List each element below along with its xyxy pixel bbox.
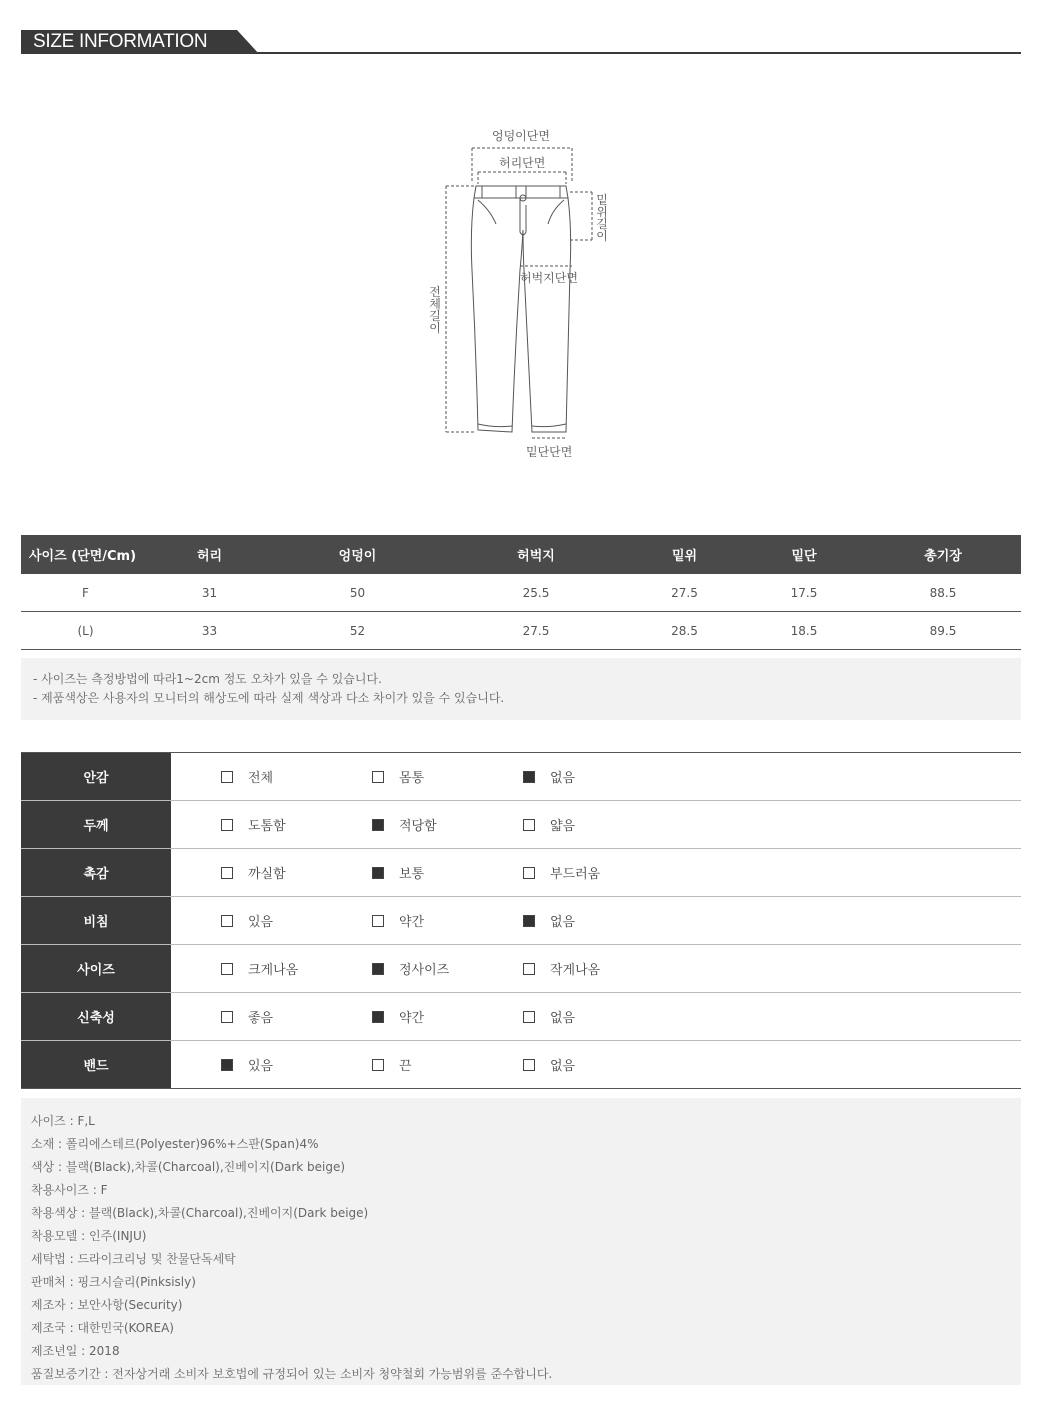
feel-row bbox=[21, 993, 1021, 1041]
spec-line: 제조자 : 보안사항(Security) bbox=[31, 1298, 183, 1312]
table-cell: (L) bbox=[21, 612, 150, 650]
table-cell: 28.5 bbox=[626, 612, 743, 650]
header-divider bbox=[21, 52, 1021, 54]
unchecked-box-icon bbox=[523, 867, 535, 879]
col-header: 밑위 bbox=[626, 535, 743, 574]
checked-box-icon bbox=[372, 819, 384, 831]
product-spec bbox=[21, 1098, 1021, 1385]
unchecked-box-icon bbox=[221, 771, 233, 783]
feel-row bbox=[21, 897, 1021, 945]
feel-row-label: 밴드 bbox=[21, 1041, 171, 1088]
table-cell: 27.5 bbox=[626, 574, 743, 612]
feel-option bbox=[372, 1041, 412, 1088]
table-cell: 33 bbox=[150, 612, 269, 650]
waist-label: 허리단면 bbox=[499, 156, 546, 170]
feel-option-label: 작게나옴 bbox=[550, 963, 601, 978]
feel-option-label: 적당함 bbox=[399, 819, 437, 834]
total-length-label: 전체길이 bbox=[429, 285, 441, 335]
feel-row-label: 비침 bbox=[21, 897, 171, 944]
checked-box-icon bbox=[372, 1011, 384, 1023]
feel-option bbox=[523, 1041, 575, 1088]
feel-option bbox=[221, 897, 273, 944]
col-header: 허리 bbox=[150, 535, 269, 574]
feel-option-label: 좋음 bbox=[248, 1011, 274, 1026]
unchecked-box-icon bbox=[523, 819, 535, 831]
unchecked-box-icon bbox=[221, 867, 233, 879]
hem-label: 밑단단면 bbox=[526, 445, 573, 459]
unchecked-box-icon bbox=[372, 771, 384, 783]
checked-box-icon bbox=[221, 1059, 233, 1071]
feel-option-label: 없음 bbox=[550, 915, 576, 930]
table-cell: 31 bbox=[150, 574, 269, 612]
unchecked-box-icon bbox=[221, 1011, 233, 1023]
spec-line: 품질보증기간 : 전자상거래 소비자 보호법에 규정되어 있는 소비자 청약철회 가능범위를 준수합니다. bbox=[31, 1367, 553, 1381]
feel-option-label: 없음 bbox=[550, 1011, 576, 1026]
pants-illustration bbox=[420, 120, 620, 470]
measurement-notes bbox=[21, 658, 1021, 720]
feel-row-label: 두께 bbox=[21, 801, 171, 848]
col-header: 엉덩이 bbox=[269, 535, 446, 574]
table-cell: 18.5 bbox=[743, 612, 865, 650]
pants-diagram bbox=[420, 120, 620, 470]
feel-row bbox=[21, 1041, 1021, 1089]
col-header: 총기장 bbox=[865, 535, 1021, 574]
col-header: 허벅지 bbox=[446, 535, 626, 574]
table-cell: 52 bbox=[269, 612, 446, 650]
feel-option bbox=[372, 753, 424, 800]
spec-line: 소재 : 폴리에스테르(Polyester)96%+스판(Span)4% bbox=[31, 1137, 319, 1151]
feel-option bbox=[221, 849, 286, 896]
feel-row-label: 안감 bbox=[21, 753, 171, 800]
feel-row bbox=[21, 849, 1021, 897]
spec-line: 착용사이즈 : F bbox=[31, 1183, 108, 1197]
col-header: 밑단 bbox=[743, 535, 865, 574]
feel-option bbox=[523, 801, 575, 848]
table-cell: 50 bbox=[269, 574, 446, 612]
spec-line: 판매처 : 핑크시슬리(Pinksisly) bbox=[31, 1275, 196, 1289]
feel-option-label: 없음 bbox=[550, 1059, 576, 1074]
feel-option-label: 부드러움 bbox=[550, 867, 601, 882]
checked-box-icon bbox=[372, 867, 384, 879]
rise-label: 밑위길이 bbox=[596, 193, 608, 243]
size-table bbox=[21, 535, 1021, 650]
checked-box-icon bbox=[372, 963, 384, 975]
note-line: - 사이즈는 측정방법에 따라1~2cm 정도 오차가 있을 수 있습니다. bbox=[33, 672, 382, 686]
feel-option-label: 있음 bbox=[248, 915, 274, 930]
feel-row-label: 사이즈 bbox=[21, 945, 171, 992]
feel-option-label: 보통 bbox=[399, 867, 425, 882]
feel-option-label: 없음 bbox=[550, 771, 576, 786]
table-cell: 88.5 bbox=[865, 574, 1021, 612]
section-title: SIZE INFORMATION bbox=[21, 30, 237, 54]
table-row bbox=[21, 574, 1021, 612]
feel-option-label: 도톰함 bbox=[248, 819, 286, 834]
table-cell: 27.5 bbox=[446, 612, 626, 650]
unchecked-box-icon bbox=[523, 963, 535, 975]
spec-line: 색상 : 블랙(Black),차콜(Charcoal),진베이지(Dark beige) bbox=[31, 1160, 346, 1174]
spec-line: 착용색상 : 블랙(Black),차콜(Charcoal),진베이지(Dark beige) bbox=[31, 1206, 369, 1220]
unchecked-box-icon bbox=[523, 1059, 535, 1071]
feel-option bbox=[372, 849, 424, 896]
feel-option bbox=[221, 945, 298, 992]
spec-line: 세탁법 : 드라이크리닝 및 찬물단독세탁 bbox=[31, 1252, 236, 1266]
unchecked-box-icon bbox=[221, 819, 233, 831]
feel-option-label: 얇음 bbox=[550, 819, 576, 834]
feel-option bbox=[372, 945, 449, 992]
feel-option-label: 끈 bbox=[399, 1059, 412, 1074]
table-header-row bbox=[21, 535, 1021, 574]
feel-option bbox=[372, 993, 424, 1040]
col-header: 사이즈 (단면/Cm) bbox=[21, 535, 150, 574]
feel-option bbox=[523, 897, 575, 944]
feel-option-label: 약간 bbox=[399, 915, 425, 930]
feel-option bbox=[221, 753, 273, 800]
feel-option-label: 크게나옴 bbox=[248, 963, 299, 978]
feel-row bbox=[21, 753, 1021, 801]
fabric-feel-table bbox=[21, 752, 1021, 1089]
feel-option-label: 약간 bbox=[399, 1011, 425, 1026]
feel-option-label: 정사이즈 bbox=[399, 963, 450, 978]
spec-line: 사이즈 : F,L bbox=[31, 1114, 95, 1128]
unchecked-box-icon bbox=[221, 915, 233, 927]
feel-row-label: 촉감 bbox=[21, 849, 171, 896]
thigh-label: 허벅지단면 bbox=[520, 271, 578, 285]
table-cell: 89.5 bbox=[865, 612, 1021, 650]
unchecked-box-icon bbox=[221, 963, 233, 975]
checked-box-icon bbox=[523, 915, 535, 927]
spec-line: 제조년일 : 2018 bbox=[31, 1344, 120, 1358]
feel-option-label: 까실함 bbox=[248, 867, 286, 882]
feel-option bbox=[221, 801, 286, 848]
checked-box-icon bbox=[523, 771, 535, 783]
section-header bbox=[21, 30, 1021, 54]
feel-option-label: 전체 bbox=[248, 771, 274, 786]
feel-option bbox=[523, 945, 600, 992]
unchecked-box-icon bbox=[372, 915, 384, 927]
feel-option bbox=[221, 993, 273, 1040]
feel-option bbox=[523, 753, 575, 800]
feel-option bbox=[221, 1041, 273, 1088]
table-cell: 25.5 bbox=[446, 574, 626, 612]
feel-option-label: 몸통 bbox=[399, 771, 425, 786]
feel-row bbox=[21, 801, 1021, 849]
feel-option bbox=[372, 897, 424, 944]
table-cell: 17.5 bbox=[743, 574, 865, 612]
hip-label: 엉덩이단면 bbox=[492, 129, 550, 143]
unchecked-box-icon bbox=[372, 1059, 384, 1071]
spec-line: 제조국 : 대한민국(KOREA) bbox=[31, 1321, 174, 1335]
feel-option bbox=[372, 801, 437, 848]
feel-row-label: 신축성 bbox=[21, 993, 171, 1040]
unchecked-box-icon bbox=[523, 1011, 535, 1023]
spec-line: 착용모델 : 인주(INJU) bbox=[31, 1229, 147, 1243]
feel-option bbox=[523, 993, 575, 1040]
feel-row bbox=[21, 945, 1021, 993]
note-line: - 제품색상은 사용자의 모니터의 해상도에 따라 실제 색상과 다소 차이가 있을 수 있습니다. bbox=[33, 691, 505, 705]
feel-option bbox=[523, 849, 600, 896]
table-cell: F bbox=[21, 574, 150, 612]
feel-option-label: 있음 bbox=[248, 1059, 274, 1074]
table-row bbox=[21, 612, 1021, 650]
